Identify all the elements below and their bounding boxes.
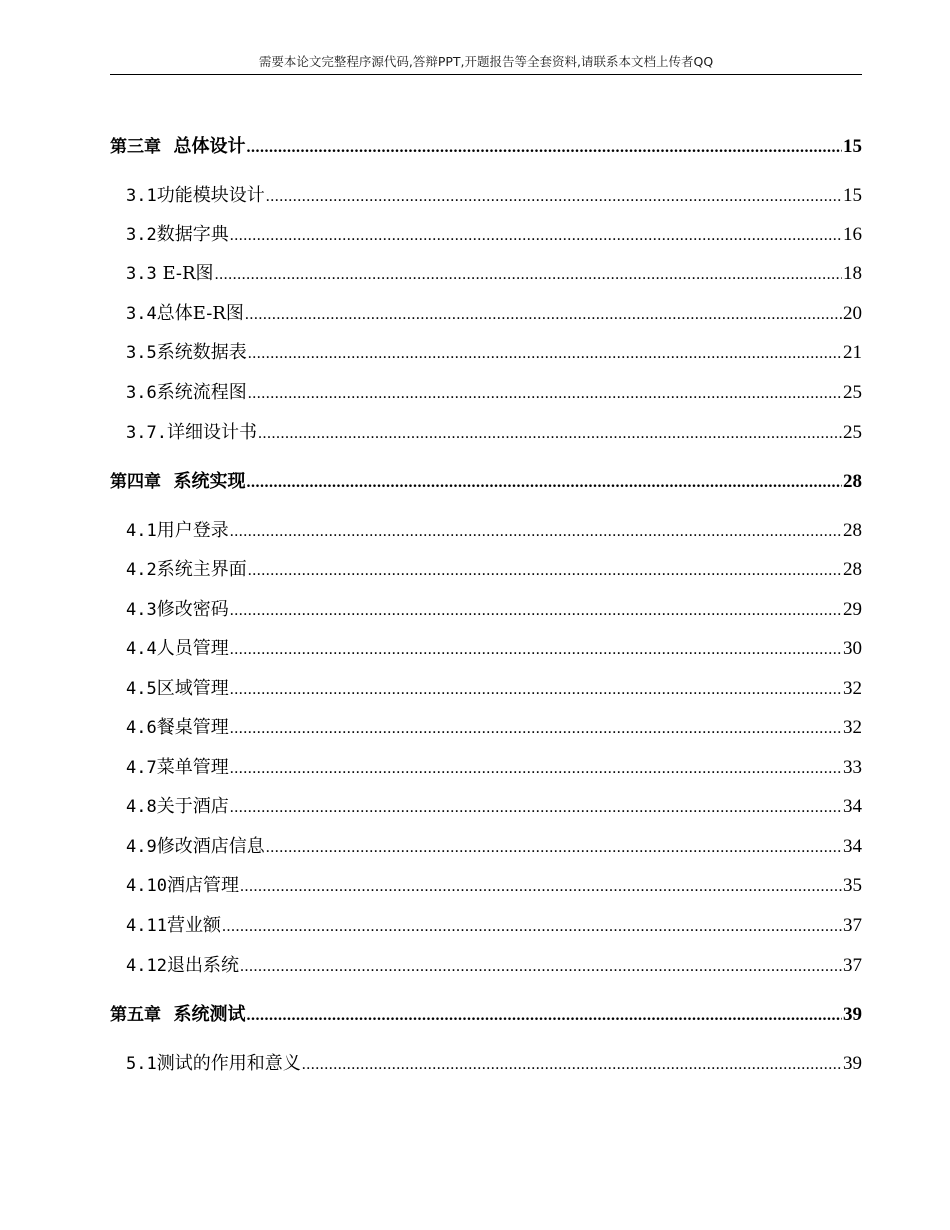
toc-entry-label: 详细设计书 <box>166 422 257 443</box>
toc-chapter-entry[interactable] <box>110 132 862 162</box>
toc-dot-leader <box>230 681 842 699</box>
toc-entry-number: 5.1 <box>126 1054 157 1074</box>
toc-dot-leader <box>247 474 842 492</box>
toc-entry-label: 菜单管理 <box>156 757 229 778</box>
toc-page-number: 37 <box>843 915 862 936</box>
toc-entry-title <box>110 1000 246 1026</box>
toc-entry-title <box>126 259 214 285</box>
toc-entry-number: 4.10 <box>126 876 167 896</box>
toc-dot-leader <box>266 188 842 206</box>
toc-page-number: 32 <box>843 678 862 699</box>
toc-entry-title <box>126 951 239 977</box>
toc-entry-label: 修改密码 <box>156 599 229 620</box>
toc-entry-number: 4.7 <box>126 758 157 778</box>
toc-entry-number: 3.1 <box>126 186 157 206</box>
toc-dot-leader <box>230 760 842 778</box>
toc-entry-title <box>126 516 229 542</box>
toc-entry-title <box>126 181 265 207</box>
toc-entry-label: 修改酒店信息 <box>156 836 265 857</box>
toc-entry-title <box>126 338 247 364</box>
toc-dot-leader <box>247 1007 842 1025</box>
toc-page-number: 25 <box>843 422 862 443</box>
toc-page-number: 32 <box>843 717 862 738</box>
toc-dot-leader <box>248 562 842 580</box>
toc-dot-leader <box>245 306 842 324</box>
toc-entry-title <box>126 911 221 937</box>
toc-entry-title <box>126 832 265 858</box>
toc-entry-title <box>126 595 229 621</box>
toc-entry-title <box>126 792 229 818</box>
toc-dot-leader <box>266 839 842 857</box>
toc-dot-leader <box>258 425 842 443</box>
toc-entry-label: 系统实现 <box>173 471 246 492</box>
toc-section-entry[interactable] <box>110 338 862 368</box>
toc-entry-label: 总体E-R图 <box>156 303 244 324</box>
toc-section-entry[interactable] <box>110 832 862 862</box>
toc-dot-leader <box>222 918 842 936</box>
toc-page-number: 28 <box>843 559 862 580</box>
toc-page-number: 28 <box>843 471 862 492</box>
toc-section-entry[interactable] <box>110 418 862 448</box>
toc-entry-number: 4.4 <box>126 639 157 659</box>
toc-page-number: 39 <box>843 1053 862 1074</box>
toc-page-number: 33 <box>843 757 862 778</box>
toc-dot-leader <box>230 523 842 541</box>
toc-chapter-entry[interactable] <box>110 1000 862 1030</box>
toc-entry-title <box>126 713 229 739</box>
toc-entry-title <box>126 299 244 325</box>
toc-entry-number: 4.6 <box>126 718 157 738</box>
toc-dot-leader <box>230 799 842 817</box>
toc-page-number: 29 <box>843 599 862 620</box>
toc-section-entry[interactable] <box>110 951 862 981</box>
toc-section-entry[interactable] <box>110 181 862 211</box>
toc-entry-label: 系统数据表 <box>156 342 247 363</box>
toc-page-number: 34 <box>843 796 862 817</box>
toc-entry-title <box>126 634 229 660</box>
toc-section-entry[interactable] <box>110 792 862 822</box>
toc-page-number: 30 <box>843 638 862 659</box>
toc-page-number: 34 <box>843 836 862 857</box>
toc-dot-leader <box>302 1056 842 1074</box>
toc-entry-label: 区域管理 <box>156 678 229 699</box>
toc-dot-leader <box>247 139 842 157</box>
toc-page-number: 20 <box>843 303 862 324</box>
toc-section-entry[interactable] <box>110 259 862 289</box>
toc-section-entry[interactable] <box>110 220 862 250</box>
toc-dot-leader <box>230 720 842 738</box>
toc-entry-title <box>110 132 246 158</box>
toc-dot-leader <box>230 227 842 245</box>
toc-section-entry[interactable] <box>110 378 862 408</box>
toc-entry-label: 数据字典 <box>156 224 229 245</box>
toc-entry-label: E-R图 <box>156 263 214 284</box>
toc-entry-label: 系统主界面 <box>156 559 247 580</box>
toc-entry-number: 4.3 <box>126 600 157 620</box>
toc-page-number: 21 <box>843 342 862 363</box>
toc-entry-label: 系统流程图 <box>156 382 247 403</box>
toc-dot-leader <box>248 385 842 403</box>
toc-entry-label: 营业额 <box>166 915 221 936</box>
toc-page-number: 35 <box>843 875 862 896</box>
toc-dot-leader <box>215 266 842 284</box>
toc-section-entry[interactable] <box>110 911 862 941</box>
toc-entry-number: 3.3 <box>126 264 157 284</box>
toc-entry-title <box>126 753 229 779</box>
toc-entry-number: 4.8 <box>126 797 157 817</box>
toc-page-number: 18 <box>843 263 862 284</box>
toc-entry-number: 3.5 <box>126 343 157 363</box>
toc-section-entry[interactable] <box>110 674 862 704</box>
toc-page-number: 15 <box>843 185 862 206</box>
toc-entry-label: 测试的作用和意义 <box>156 1053 301 1074</box>
toc-entry-label: 退出系统 <box>166 955 239 976</box>
toc-entry-title <box>126 220 229 246</box>
toc-entry-label: 功能模块设计 <box>156 185 265 206</box>
toc-entry-number: 第五章 <box>110 1005 161 1025</box>
toc-entry-title <box>126 1049 301 1075</box>
toc-page-number: 25 <box>843 382 862 403</box>
toc-dot-leader <box>240 878 842 896</box>
toc-entry-title <box>126 871 239 897</box>
toc-section-entry[interactable] <box>110 299 862 329</box>
toc-entry-number: 第三章 <box>110 137 161 157</box>
toc-page-number: 15 <box>843 136 862 157</box>
toc-entry-title <box>126 378 247 404</box>
toc-page-number: 37 <box>843 955 862 976</box>
toc-entry-title <box>126 418 257 444</box>
toc-entry-title <box>126 555 247 581</box>
toc-section-entry[interactable] <box>110 634 862 664</box>
toc-entry-label: 酒店管理 <box>166 875 239 896</box>
toc-entry-number: 3.2 <box>126 225 157 245</box>
toc-section-entry[interactable] <box>110 555 862 585</box>
toc-entry-number: 4.11 <box>126 916 167 936</box>
toc-dot-leader <box>230 641 842 659</box>
toc-page-number: 39 <box>843 1004 862 1025</box>
toc-section-entry[interactable] <box>110 516 862 546</box>
toc-entry-number: 第四章 <box>110 472 161 492</box>
toc-entry-label: 餐桌管理 <box>156 717 229 738</box>
toc-entry-number: 3.4 <box>126 304 157 324</box>
toc-entry-number: 4.1 <box>126 521 157 541</box>
toc-dot-leader <box>248 345 842 363</box>
toc-section-entry[interactable] <box>110 713 862 743</box>
toc-entry-label: 关于酒店 <box>156 796 229 817</box>
toc-page-number: 16 <box>843 224 862 245</box>
toc-entry-number: 3.6 <box>126 383 157 403</box>
toc-section-entry[interactable] <box>110 871 862 901</box>
toc-entry-number: 4.9 <box>126 837 157 857</box>
toc-section-entry[interactable] <box>110 595 862 625</box>
toc-chapter-entry[interactable] <box>110 467 862 497</box>
header-text: 需要本论文完整程序源代码,答辩PPT,开题报告等全套资料,请联系本文档上传者QQ <box>258 54 714 69</box>
toc-entry-number: 3.7. <box>126 423 167 443</box>
toc-page-number: 28 <box>843 520 862 541</box>
toc-entry-label: 人员管理 <box>156 638 229 659</box>
toc-entry-number: 4.12 <box>126 956 167 976</box>
toc-entry-title <box>126 674 229 700</box>
toc-entry-number: 4.5 <box>126 679 157 699</box>
toc-entry-label: 总体设计 <box>173 136 246 157</box>
toc-entry-title <box>110 467 246 493</box>
toc-section-entry[interactable] <box>110 1049 862 1079</box>
toc-entry-number: 4.2 <box>126 560 157 580</box>
page-header <box>110 52 862 75</box>
toc-dot-leader <box>240 958 842 976</box>
toc-entry-label: 用户登录 <box>156 520 229 541</box>
toc-entry-label: 系统测试 <box>173 1004 246 1025</box>
toc-dot-leader <box>230 602 842 620</box>
toc-section-entry[interactable] <box>110 753 862 783</box>
